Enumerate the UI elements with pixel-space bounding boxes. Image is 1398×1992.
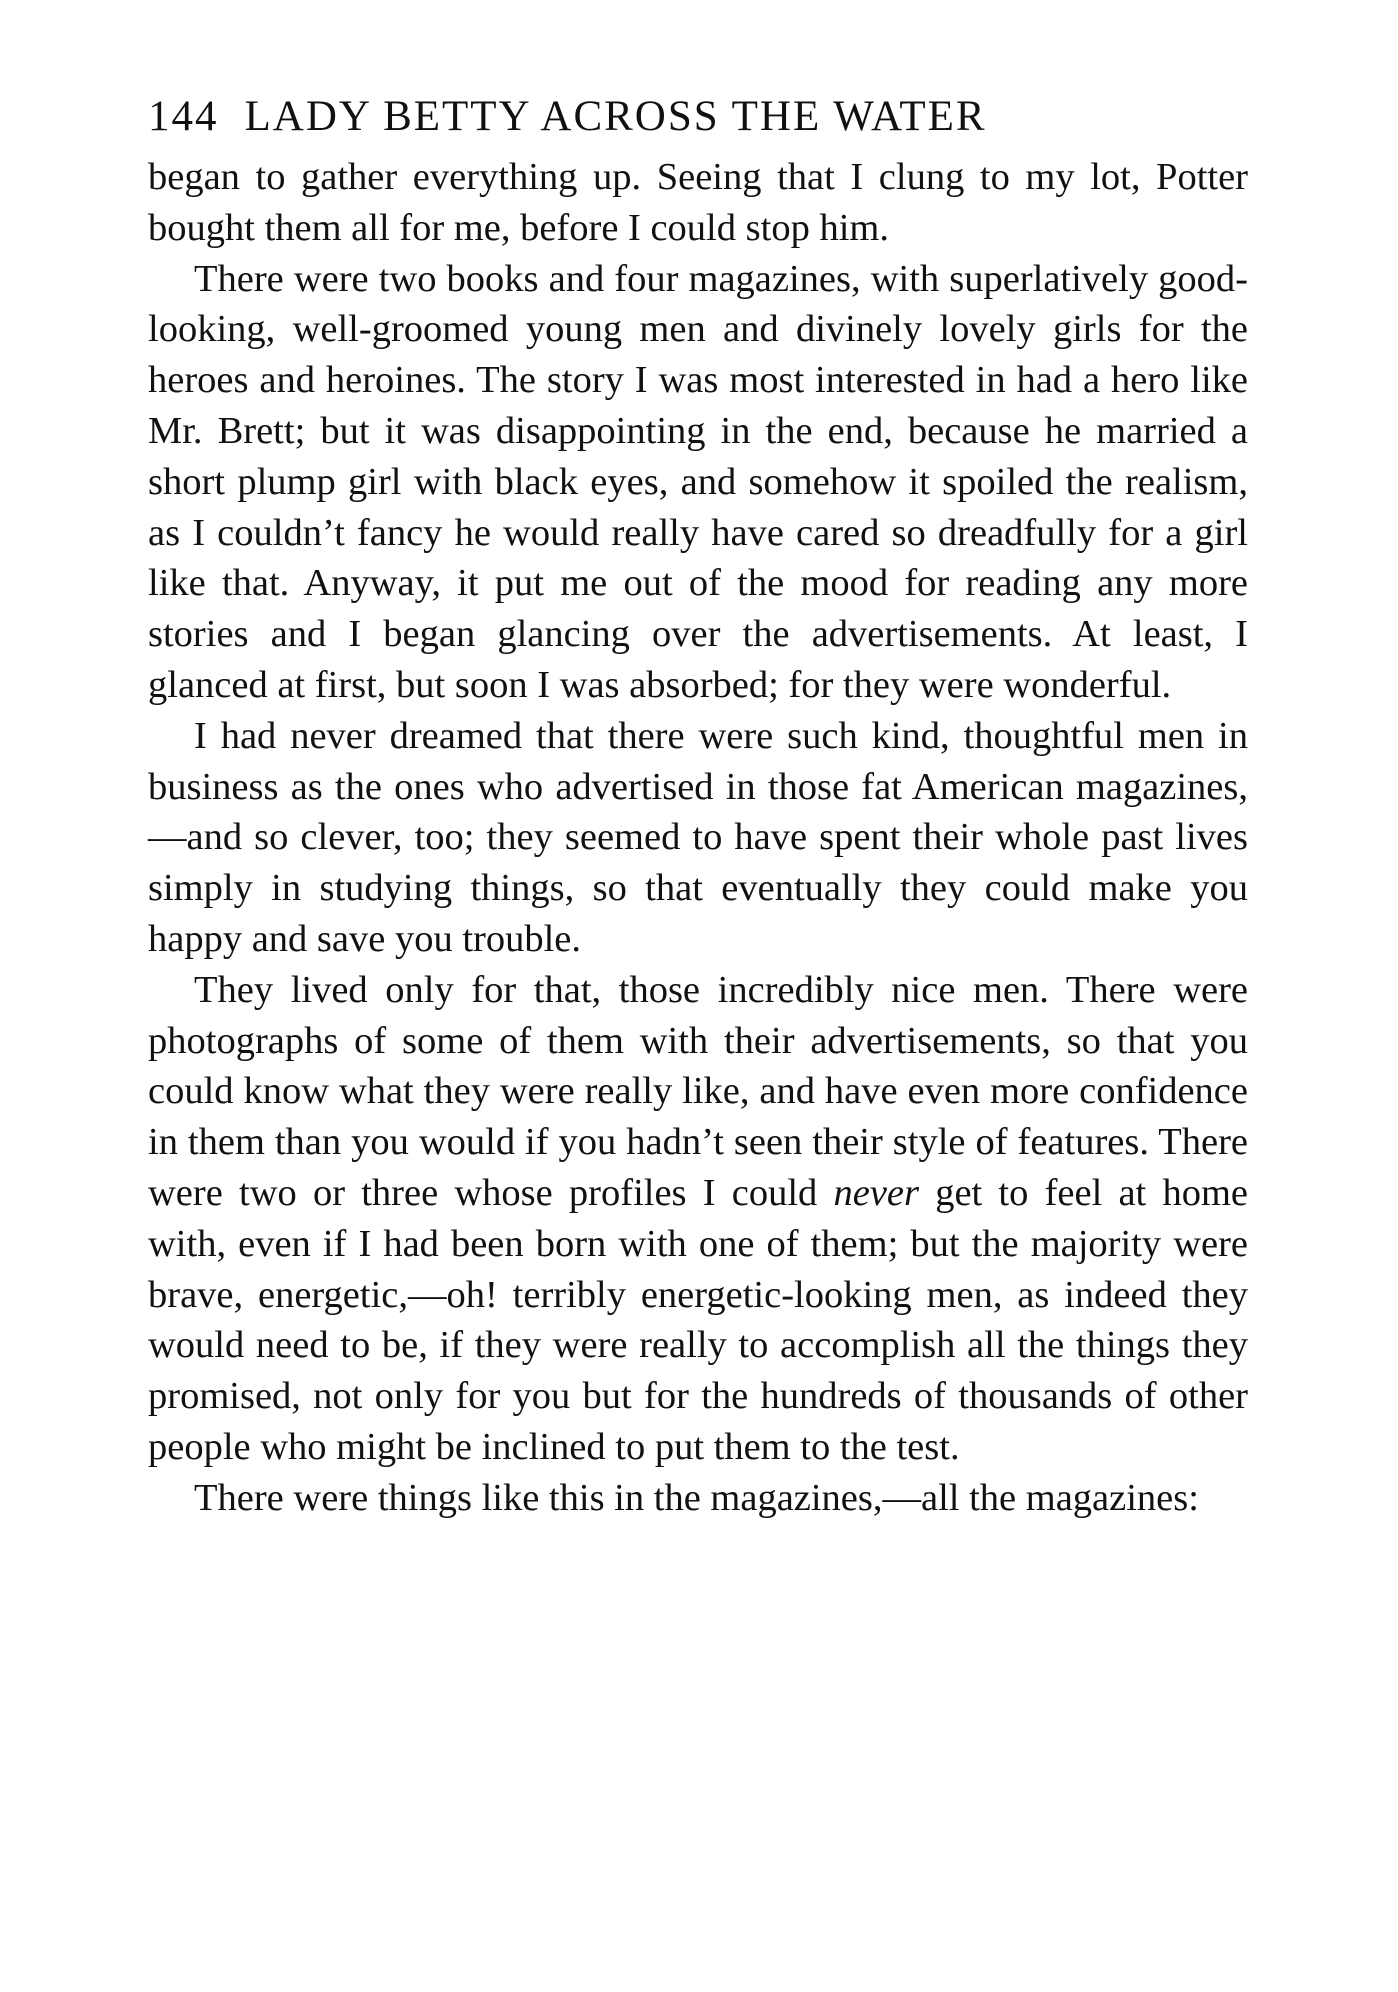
paragraph-4-text-after: get to feel at home with, even if I had been born with one of them; but the majority were brave, energetic,—oh! terribly energetic-looking men, as indeed they would need to be, if they were really to accomplish all the things they promised, not only for you but for the hundreds of thousands of other people who might be inclined to put them to the test. (148, 1171, 1248, 1468)
book-page (148, 92, 1248, 1524)
paragraph-5: There were things like this in the magazines,—all the magazines: (194, 1476, 1199, 1519)
paragraph-4 (148, 965, 1248, 1473)
paragraph-1: began to gather everything up. Seeing that I clung to my lot, Potter bought them all for me, before I could stop him. (148, 156, 1248, 249)
paragraph-3: I had never dreamed that there were such kind, thoughtful men in business as the ones who advertised in those fat American magazines,—and so clever, too; they seemed to have spent their whole past lives simply in studying things, so that eventually they could make you happy and save you trouble. (148, 714, 1248, 960)
running-head (148, 92, 1248, 152)
body-text (148, 152, 1248, 1524)
running-title: LADY BETTY ACROSS THE WATER (244, 93, 987, 140)
paragraph-2: There were two books and four magazines, with superlatively good-looking, well-groomed young men and divinely lovely girls for the heroes and heroines. The story I was most interested in had a hero like Mr. Brett; but it was disappointing in the end, because he married a short plump girl with black eyes, and somehow it spoiled the realism, as I couldn’t fancy he would really have cared so dreadfully for a girl like that. Anyway, it put me out of the mood for reading any more stories and I began glancing over the advertisements. At least, I glanced at first, but soon I was absorbed; for they were wonderful. (148, 257, 1248, 706)
page-number: 144 (148, 93, 219, 140)
paragraph-4-text-before: They lived only for that, those incredibly nice men. There were photographs of some of them with their advertisements, so that you could know what they were really like, and have even more confidence in them than you would if you hadn’t seen their style of features. There were two or three whose profiles I could (148, 968, 1248, 1214)
emphasized-word: never (833, 1171, 919, 1214)
